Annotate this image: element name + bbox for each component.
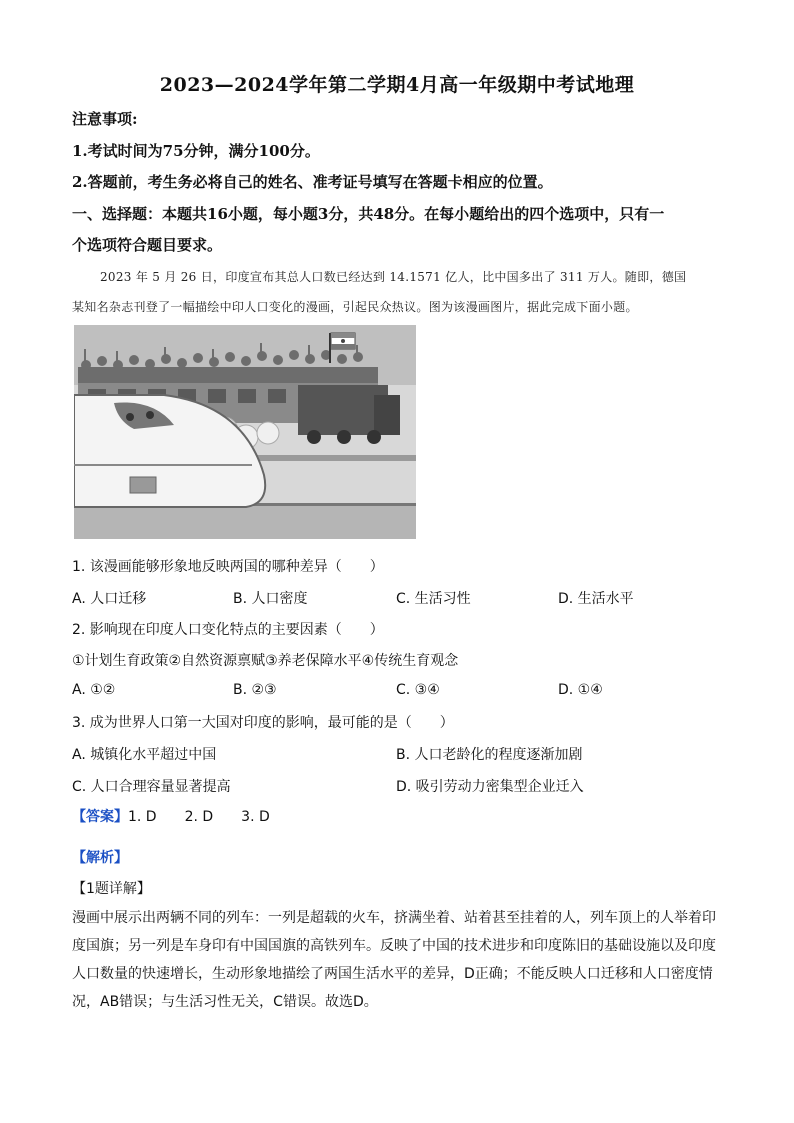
analysis-line-2: 度国旗；另一列是车身印有中国国旗的高铁列车。反映了中国的技术进步和印度陈旧的基础设施以及印度 bbox=[72, 938, 716, 954]
material-line-1: 2023 年 5 月 26 日，印度宣布其总人口数已经达到 14.1571 亿人，比中国多出了 311 万人。随即，德国 bbox=[100, 270, 687, 284]
question-3-option-c: C. 人口合理容量显著提高 bbox=[72, 779, 231, 795]
question-2-option-b: B. ②③ bbox=[233, 682, 277, 698]
question-3-option-b: B. 人口老龄化的程度逐渐加剧 bbox=[396, 747, 583, 763]
question-1-stem: 1. 该漫画能够形象地反映两国的哪种差异（ ） bbox=[72, 559, 384, 575]
analysis-detail-tag: 【1题详解】 bbox=[72, 881, 151, 897]
question-3-stem: 3. 成为世界人口第一大国对印度的影响，最可能的是（ ） bbox=[72, 715, 454, 731]
notice-item-2: 2.答题前，考生务必将自己的姓名、准考证号填写在答题卡相应的位置。 bbox=[72, 173, 553, 191]
notice-heading: 注意事项: bbox=[72, 110, 138, 128]
analysis-line-3: 人口数量的快速增长，生动形象地描绘了两国生活水平的差异，D正确；不能反映人口迁移和人口密度情 bbox=[72, 966, 713, 982]
question-2-option-c: C. ③④ bbox=[396, 682, 440, 698]
material-line-2: 某知名杂志刊登了一幅描绘中印人口变化的漫画，引起民众热议。图为该漫画图片，据此完成下面小题。 bbox=[72, 300, 638, 314]
question-1-option-d: D. 生活水平 bbox=[558, 591, 634, 607]
answer-text: 1. D 2. D 3. D bbox=[128, 809, 270, 825]
answer-tag: 【答案】 bbox=[72, 809, 128, 825]
question-1-option-c: C. 生活习性 bbox=[396, 591, 471, 607]
section-heading-line-1: 一、选择题：本题共16小题，每小题3分，共48分。在每小题给出的四个选项中，只有一 bbox=[72, 205, 665, 223]
notice-item-1: 1.考试时间为75分钟，满分100分。 bbox=[72, 142, 320, 160]
question-3-option-a: A. 城镇化水平超过中国 bbox=[72, 747, 217, 763]
train-cartoon-image bbox=[74, 325, 416, 539]
analysis-line-4: 况，AB错误；与生活习性无关，C错误。故选D。 bbox=[72, 994, 378, 1010]
question-2-option-a: A. ①② bbox=[72, 682, 116, 698]
question-3-option-d: D. 吸引劳动力密集型企业迁入 bbox=[396, 779, 584, 795]
question-2-sub-items: ①计划生育政策②自然资源禀赋③养老保障水平④传统生育观念 bbox=[72, 653, 459, 669]
analysis-tag: 【解析】 bbox=[72, 850, 128, 866]
analysis-line-1: 漫画中展示出两辆不同的列车：一列是超载的火车，挤满坐着、站着甚至挂着的人，列车顶上的人举着印 bbox=[72, 910, 716, 926]
analysis-paragraph bbox=[72, 904, 722, 1016]
question-1-option-b: B. 人口密度 bbox=[233, 591, 308, 607]
question-2-option-d: D. ①④ bbox=[558, 682, 603, 698]
page-title: 2023—2024学年第二学期4月高一年级期中考试地理 bbox=[159, 74, 635, 96]
answer-line bbox=[72, 806, 270, 826]
question-1-option-a: A. 人口迁移 bbox=[72, 591, 147, 607]
section-heading-line-2: 个选项符合题目要求。 bbox=[72, 236, 223, 254]
question-2-stem: 2. 影响现在印度人口变化特点的主要因素（ ） bbox=[72, 622, 384, 638]
